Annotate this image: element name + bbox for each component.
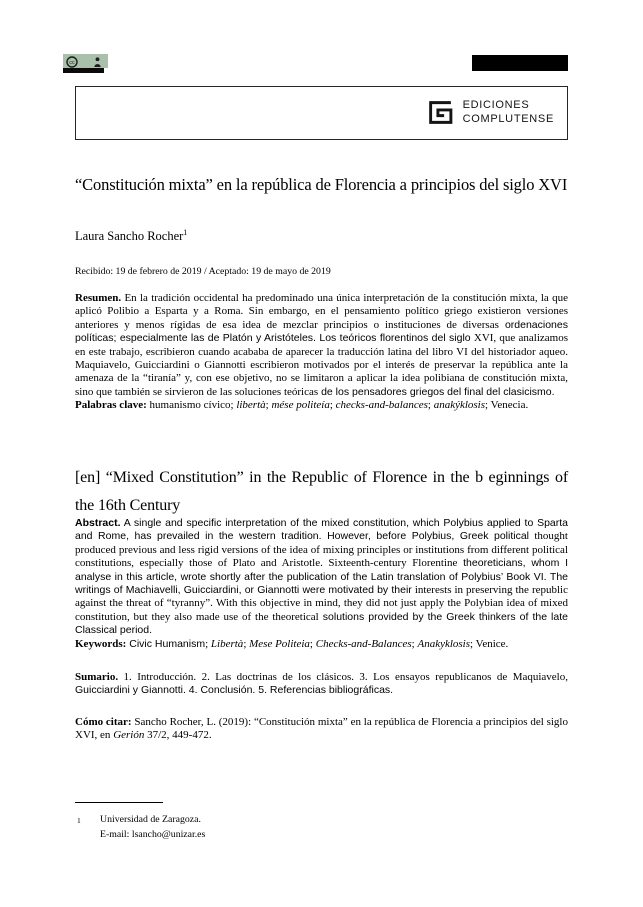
abstract-section [75,517,568,651]
publisher-name-line2: COMPLUTENSE [462,112,554,125]
svg-text:cc: cc [69,59,75,66]
publisher-box [75,86,568,140]
article-title-en: [en] “Mixed Constitution” in the Republic of Florence in the b eginnings of the 16th Century [75,469,568,514]
header-black-bar [472,55,568,71]
publisher-name-line1: EDICIONES [462,99,530,111]
footnote-1 [77,813,497,842]
como-citar-line: Cómo citar: Sancho Rocher, L. (2019): “Constitución mixta” en la república de Florencia a principios del siglo XVI, en Gerión 37/2, 449-472. [75,716,568,742]
footnote-affiliation: Universidad de Zaragoza. [100,814,201,825]
author-footnote-mark: 1 [183,228,188,237]
como-citar-section [75,716,568,743]
ediciones-complutense-maze-icon [427,99,454,126]
sumario-section [75,671,568,698]
email-label: E-mail: [100,828,132,840]
author-line [75,228,187,244]
attribution-person-icon [92,56,103,68]
cc-badge-black-strip [63,68,104,73]
cc-license-badge[interactable] [63,54,108,74]
palabras-clave-line: Palabras clave: humanismo cívico; libertà; mése politeía; checks-and-balances; anakýklosis; Venecia. [75,399,529,412]
resumen-paragraph: Resumen. En la tradición occidental ha predominado una única interpretación de la constitución mixta, la que aplicó Polibio a Esparta y a Roma. Sin embargo, en el pensamiento político griego existieron versiones anteriores y menos rígidas de esa idea de mezclar principios o instituciones de diversas ordenaciones políticas; especialmente las de Platón y Aristóteles. Los teóricos florentinos del siglo XVI, que analizamos en este trabajo, escribieron cuando acababa de aparecer la traducción latina del libro VI del historiador aqueo. Maquiavelo, Guicciardini o Giannotti escribieron motivados por el interés de preservar la república ante la amenaza de la “tiranía” y, con ese objetivo, no se limitaron a aplicar la idea polibiana de constitución mixta, sino que también se sirvieron de las soluciones teóricas de los pensadores griegos del final del clasicismo. [75,292,568,398]
sumario-line: Sumario. 1. Introducción. 2. Las doctrinas de los clásicos. 3. Los ensayos republicanos de Maquiavelo, Guicciardini y Giannotti. 4. Conclusión. 5. Referencias bibliográficas. [75,671,568,697]
footnote-email-line [100,828,205,843]
publisher-logo [427,99,554,126]
email-link[interactable]: lsancho@unizar.es [131,828,206,840]
author-name: Laura Sancho Rocher [75,229,184,244]
footnote-separator-rule [75,802,163,803]
abstract-paragraph: Abstract. A single and specific interpretation of the mixed constitution, which Polybius applied to Sparta and Rome, has prevailed in the western tradition. However, before Polybius, Greek political thought produced previous and less rigid versions of the idea of mixing principles or institutions from different political constitutions, especially those of Plato and Aristotle. Sixteenth-century Florentine theoreticians, whom I analyse in this article, wrote shortly after the publication of the Latin translation of Polybius’ Book VI. The writings of Machiavelli, Guicciardini, or Giannotti were motivated by their interests in preserving the republic against the threat of “tyranny”. With this objective in mind, they did not just apply the Polybian idea of mixed constitution, but they also made use of the theoretical solutions provided by the Greek thinkers of the late Classical period. [75,517,569,637]
footnote-mark: 1 [77,816,81,825]
cc-badge-green-strip [63,54,108,68]
dates-line: Recibido: 19 de febrero de 2019 / Aceptado: 19 de mayo de 2019 [75,266,331,277]
resumen-section [75,292,568,413]
article-title-es: “Constitución mixta” en la república de Florencia a principios del siglo XVI [75,175,568,194]
keywords-line: Keywords: Civic Humanism; Libertà; Mese Politeia; Checks-and-Balances; Anakyklosis; Venice. [75,637,509,650]
cc-circle-icon [66,56,78,68]
